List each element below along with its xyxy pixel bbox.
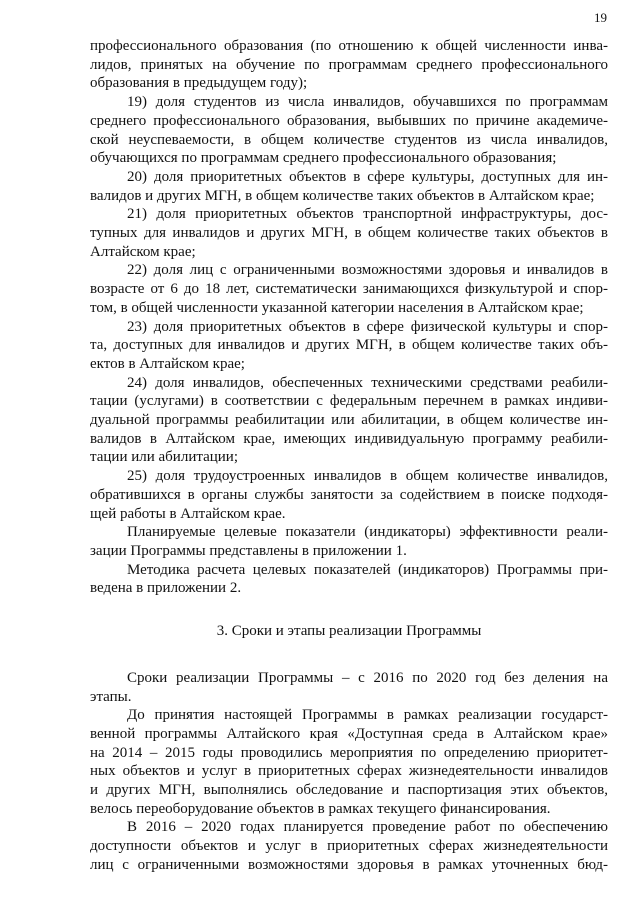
text-line: Планируемые целевые показатели (индикаторы) эффективности реали-: [127, 524, 608, 541]
text-line: образования в предыдущем году);: [90, 75, 308, 92]
text-line: валидов в Алтайском крае, имеющих индивидуальную программу реабили-: [90, 430, 608, 447]
text-line: 21) доля приоритетных объектов транспортной инфраструктуры, дос-: [127, 206, 608, 223]
list-section: [90, 37, 608, 598]
text-line: ных объектов и услуг в приоритетных сферах жизнедеятельности инвалидов: [90, 763, 608, 780]
text-line: профессионального образования (по отношению к общей численности инва-: [90, 38, 608, 54]
text-line: возрасте от 6 до 18 лет, систематически занимающихся физкультурой и спор-: [90, 281, 608, 298]
text-line: дуальной программы реабилитации или абилитации, в общем количестве ин-: [90, 412, 608, 429]
text-line: том, в общей численности указанной категории населения в Алтайском крае;: [90, 299, 584, 316]
text-line: доступности объектов и услуг в приоритетных сферах жизнедеятельности: [90, 838, 608, 855]
text-line: обучающихся по программам среднего профессионального образования;: [90, 150, 557, 167]
text-line: та, доступных для инвалидов и других МГН, в общем количестве таких объ-: [90, 337, 608, 354]
text-line: 19) доля студентов из числа инвалидов, обучавшихся по программам: [127, 94, 608, 111]
text-line: лиц с ограниченными возможностями здоровья в рамках уточненных бюд-: [90, 856, 608, 873]
text-line: ектов в Алтайском крае;: [90, 355, 245, 372]
section-heading: 3. Сроки и этапы реализации Программы: [216, 623, 482, 640]
text-line: обратившихся в органы службы занятости за содействием в поиске подходя-: [90, 486, 608, 503]
text-line: Методика расчета целевых показателей (индикаторов) Программы при-: [127, 561, 608, 578]
text-line: ской неуспеваемости, в общем количестве студентов из числа инвалидов,: [90, 131, 608, 148]
text-line: велось переоборудование объектов в рамках текущего финансирования.: [90, 800, 551, 817]
text-line: лидов, принятых на обучение по программам среднего профессионального: [90, 56, 608, 73]
text-line: 22) доля лиц с ограниченными возможностями здоровья и инвалидов в: [127, 262, 608, 279]
text-line: Сроки реализации Программы – с 2016 по 2020 год без деления на: [127, 669, 608, 686]
text-line: 20) доля приоритетных объектов в сфере культуры, доступных для ин-: [127, 168, 608, 185]
text-line: валидов и других МГН, в общем количестве таких объектов в Алтайском крае;: [90, 187, 595, 204]
text-line: 23) доля приоритетных объектов в сфере физической культуры и спор-: [127, 318, 608, 335]
text-line: этапы.: [90, 688, 132, 705]
text-line: тупных для инвалидов и других МГН, в общем количестве таких объектов в: [90, 225, 608, 242]
document-body: [90, 37, 608, 875]
text-line: 24) доля инвалидов, обеспеченных техническими средствами реабили-: [127, 374, 608, 391]
text-line: щей работы в Алтайском крае.: [90, 505, 286, 522]
text-line: зации Программы представлены в приложении 1.: [90, 542, 407, 559]
text-line: венной программы Алтайского края «Доступная среда в Алтайском крае»: [90, 725, 608, 742]
text-line: 25) доля трудоустроенных инвалидов в общем количестве инвалидов,: [127, 468, 608, 485]
text-line: ведена в приложении 2.: [90, 580, 242, 597]
section-body: [90, 669, 608, 875]
text-line: В 2016 – 2020 годах планируется проведение работ по обеспечению: [127, 819, 608, 836]
text-line: Алтайском крае;: [90, 243, 196, 260]
text-line: на 2014 – 2015 годы проводились мероприятия по определению приоритет-: [90, 744, 608, 761]
text-line: тации (услугами) в соответствии с федеральным перечнем в рамках индиви-: [90, 393, 608, 410]
text-line: и других МГН, выполнялись обследование и паспортизация этих объектов,: [90, 782, 608, 799]
page-number: 19: [594, 10, 607, 25]
text-line: тации или абилитации;: [90, 449, 238, 466]
text-line: До принятия настоящей Программы в рамках реализации государст-: [127, 707, 608, 724]
text-line: среднего профессионального образования, выбывших по причине академиче-: [90, 112, 608, 129]
